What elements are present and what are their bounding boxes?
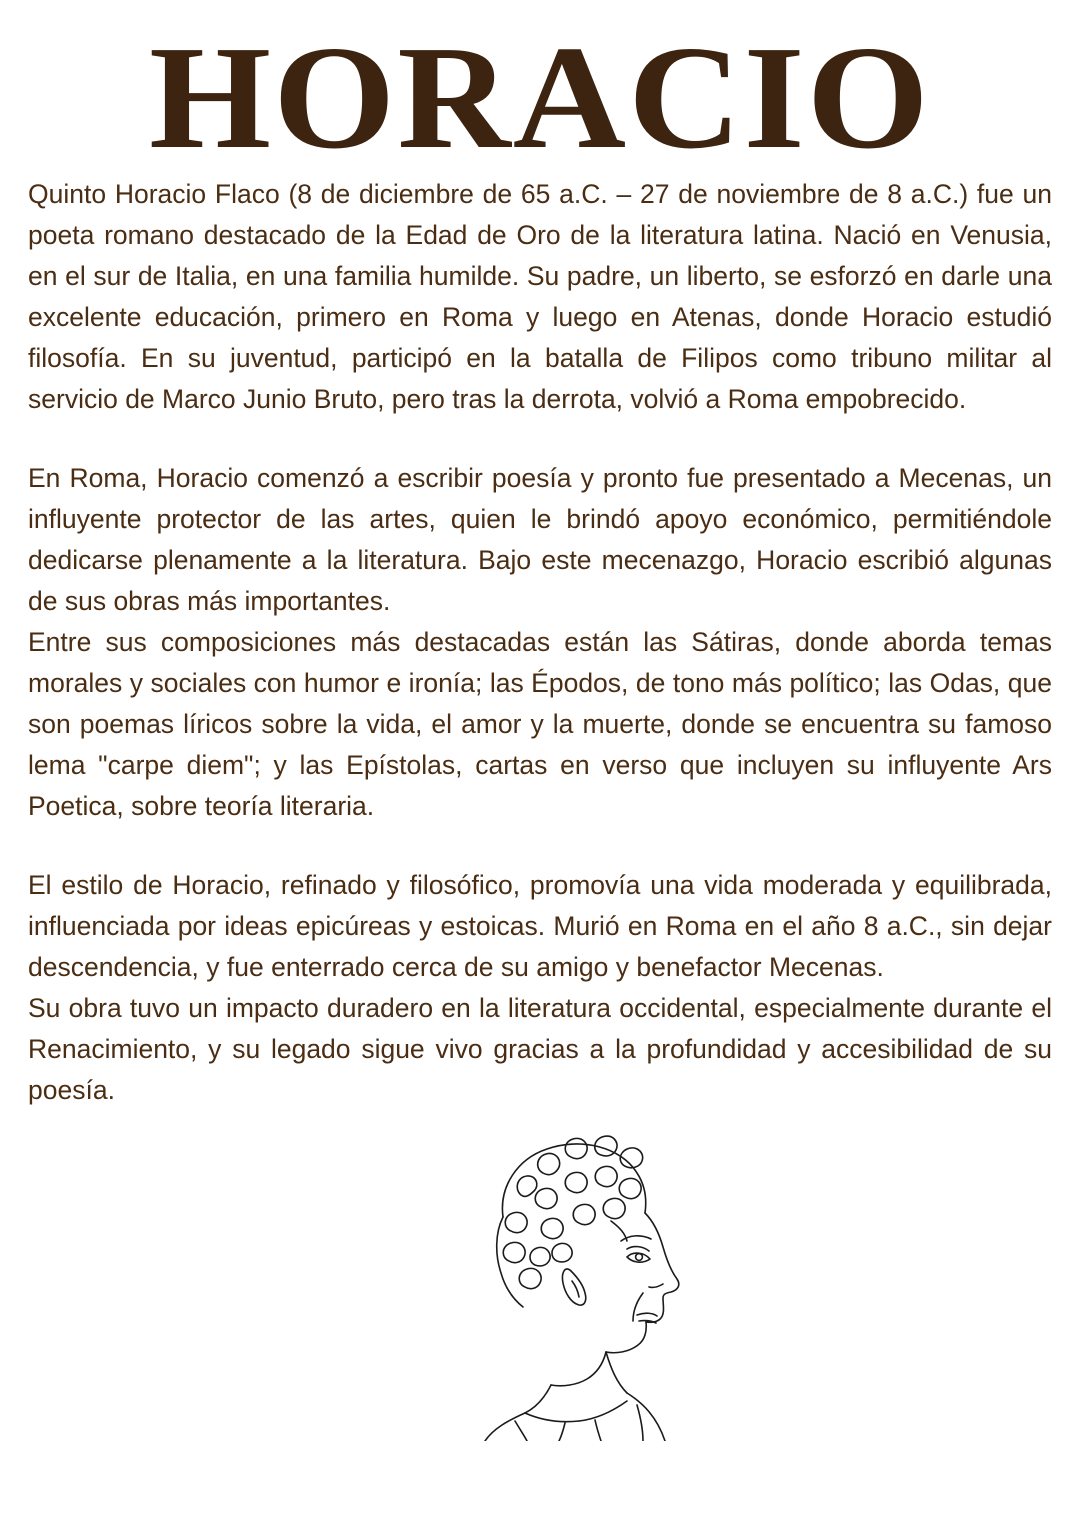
paragraph-2: En Roma, Horacio comenzó a escribir poesía y pronto fue presentado a Mecenas, un influyente protector de las artes, quien le brindó apoyo económico, permitiéndole dedicarse plenamente a la literatura. Bajo este mecenazgo, Horacio escribió algunas de sus obras más importantes. [28, 463, 1052, 616]
page-title: HORACIO [149, 16, 931, 180]
paragraph-4: El estilo de Horacio, refinado y filosófico, promovía una vida moderada y equilibrada, influenciada por ideas epicúreas y estoicas. Murió en Roma en el año 8 a.C., sin dejar descendencia, y fue enterrado cerca de su amigo y benefactor Mecenas. [28, 870, 1052, 982]
illustration-container [28, 1121, 1052, 1441]
paragraph-3: Entre sus composiciones más destacadas están las Sátiras, donde aborda temas morales y sociales con humor e ironía; las Épodos, de tono más político; las Odas, que son poemas líricos sobre la vida, el amor y la muerte, donde se encuentra su famoso lema "carpe diem"; y las Epístolas, cartas en verso que incluyen su influyente Ars Poetica, sobre teoría literaria. [28, 627, 1052, 821]
document-body [28, 174, 1052, 1111]
paragraph-spacer [28, 420, 1052, 458]
paragraph-spacer [28, 827, 1052, 865]
horace-bust-line-drawing-icon [375, 1121, 705, 1441]
paragraph-1: Quinto Horacio Flaco (8 de diciembre de 65 a.C. – 27 de noviembre de 8 a.C.) fue un poeta romano destacado de la Edad de Oro de la literatura latina. Nació en Venusia, en el sur de Italia, en una familia humilde. Su padre, un liberto, se esforzó en darle una excelente educación, primero en Roma y luego en Atenas, donde Horacio estudió filosofía. En su juventud, participó en la batalla de Filipos como tribuno militar al servicio de Marco Junio Bruto, pero tras la derrota, volvió a Roma empobrecido. [28, 179, 1052, 414]
paragraph-5: Su obra tuvo un impacto duradero en la literatura occidental, especialmente durante el Renacimiento, y su legado sigue vivo gracias a la profundidad y accesibilidad de su poesía. [28, 993, 1052, 1105]
